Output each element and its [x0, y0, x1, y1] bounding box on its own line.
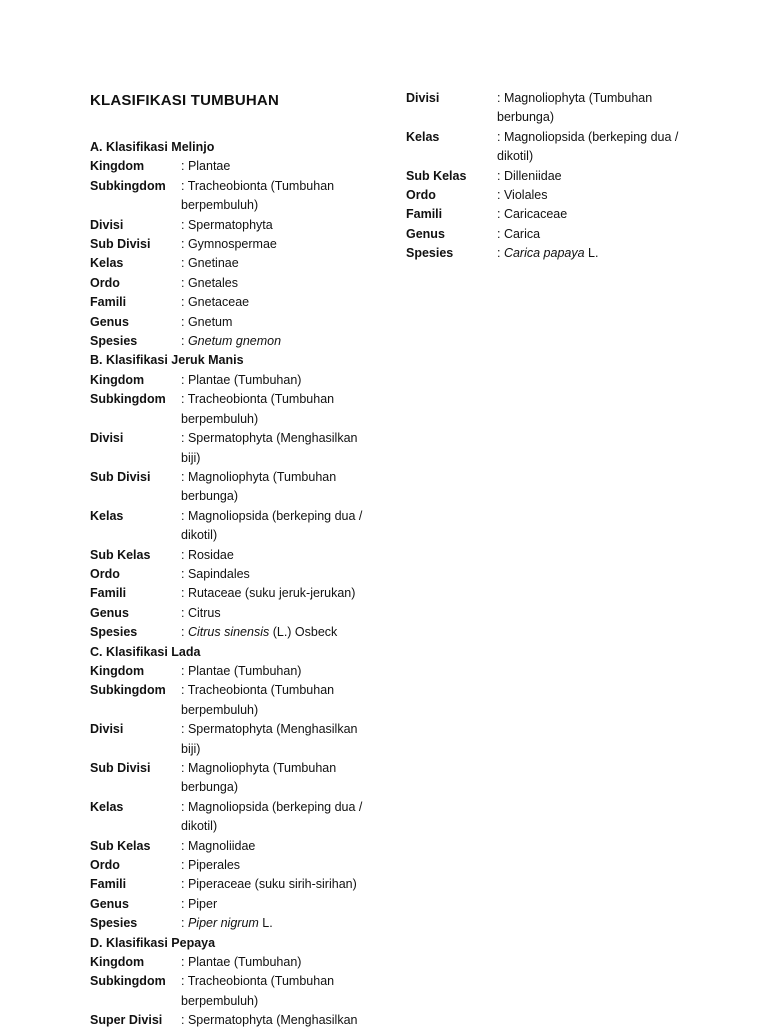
species-name: Carica papaya	[503, 246, 585, 261]
row-value: : Spermatophyta (Menghasilkan	[181, 1013, 358, 1028]
row-value: : Spermatophyta	[181, 217, 273, 232]
row-ordo	[90, 565, 370, 584]
row-value: : Gnetum	[181, 314, 233, 329]
section-heading: B. Klasifikasi Jeruk Manis	[90, 353, 244, 368]
row-divisi	[90, 429, 370, 468]
row-key: Genus	[90, 896, 129, 911]
row-kelas	[90, 254, 370, 273]
row-value: : Dilleniidae	[497, 168, 562, 183]
section-heading: A. Klasifikasi Melinjo	[90, 140, 215, 154]
row-spesies	[90, 914, 370, 933]
colon: :	[181, 334, 188, 349]
row-value: : Tracheobionta (Tumbuhan berpembuluh)	[181, 974, 335, 1008]
row-value: : Piper	[181, 896, 218, 911]
row-value: : Rosidae	[181, 547, 234, 562]
row-super-divisi	[90, 1011, 370, 1030]
row-ordo	[406, 186, 706, 205]
row-ordo	[90, 274, 370, 293]
row-value: : Citrus	[181, 605, 221, 620]
row-value: : Tracheobionta (Tumbuhan berpembuluh)	[181, 683, 335, 717]
row-key: Spesies	[90, 334, 138, 349]
row-genus	[406, 225, 706, 244]
row-divisi	[90, 216, 370, 235]
row-spesies	[406, 244, 706, 263]
section-jeruk-manis	[90, 351, 370, 642]
row-value	[497, 244, 706, 263]
row-ordo	[90, 856, 370, 875]
row-value: : Magnoliopsida (berkeping dua / dikotil)	[181, 508, 363, 543]
row-key: Sub Divisi	[90, 237, 151, 252]
row-value: : Plantae	[181, 159, 231, 174]
row-key: Sub Divisi	[90, 761, 151, 775]
row-key: Famili	[90, 877, 127, 892]
row-value	[181, 332, 370, 351]
row-subkingdom	[90, 390, 370, 429]
species-name: Gnetum gnemon	[187, 334, 282, 349]
row-key: Kingdom	[90, 159, 145, 174]
row-key: Sub Kelas	[406, 168, 467, 183]
row-famili	[406, 205, 706, 224]
row-kelas	[406, 128, 706, 167]
row-key: Sub Kelas	[90, 838, 151, 853]
row-value: : Violales	[497, 188, 548, 203]
species-name: Citrus sinensis	[187, 625, 270, 640]
left-column	[90, 138, 370, 1031]
species-name: Piper nigrum	[187, 916, 259, 931]
row-value: : Spermatophyta (Menghasilkan biji)	[181, 722, 358, 756]
row-genus	[90, 604, 370, 623]
row-genus	[90, 895, 370, 914]
row-key: Kelas	[90, 799, 124, 814]
row-famili	[90, 584, 370, 603]
row-key: Kelas	[406, 129, 440, 144]
row-kingdom	[90, 662, 370, 681]
section-heading: C. Klasifikasi Lada	[90, 644, 201, 659]
row-key: Super Divisi	[90, 1013, 163, 1028]
row-sub-divisi	[90, 235, 370, 254]
row-value: : Magnoliopsida (berkeping dua / dikotil)	[497, 129, 679, 164]
row-value: : Spermatophyta (Menghasilkan biji)	[181, 431, 358, 465]
species-author: (L.) Osbeck	[269, 625, 338, 640]
row-key: Spesies	[90, 625, 138, 640]
row-key: Kelas	[90, 508, 124, 523]
row-key: Kingdom	[90, 372, 145, 387]
row-value: : Piperaceae (suku sirih-sirihan)	[181, 877, 357, 892]
row-kelas	[90, 507, 370, 546]
row-genus	[90, 313, 370, 332]
row-sub-kelas	[90, 837, 370, 856]
row-value: : Gnetinae	[181, 256, 239, 271]
row-value: : Magnoliophyta (Tumbuhan berbunga)	[497, 91, 653, 125]
row-key: Sub Kelas	[90, 547, 151, 562]
row-key: Subkingdom	[90, 683, 166, 698]
row-value: : Piperales	[181, 858, 241, 873]
row-kingdom	[90, 953, 370, 972]
right-column	[406, 89, 706, 264]
row-subkingdom	[90, 681, 370, 720]
row-key: Divisi	[90, 722, 124, 737]
section-heading: D. Klasifikasi Pepaya	[90, 935, 216, 950]
row-value: : Plantae (Tumbuhan)	[181, 663, 302, 678]
row-key: Divisi	[406, 91, 440, 105]
row-value: : Gnetales	[181, 275, 238, 290]
row-key: Spesies	[90, 916, 138, 931]
row-value: : Magnoliopsida (berkeping dua / dikotil)	[181, 799, 363, 834]
row-value: : Carica	[497, 226, 541, 241]
row-key: Ordo	[406, 188, 436, 203]
row-key: Ordo	[90, 566, 120, 581]
row-divisi	[90, 720, 370, 759]
row-key: Divisi	[90, 217, 124, 232]
row-kingdom	[90, 371, 370, 390]
row-value: : Magnoliidae	[181, 838, 256, 853]
row-value: : Gymnospermae	[181, 237, 277, 252]
row-value: : Magnoliophyta (Tumbuhan berbunga)	[181, 469, 337, 504]
row-value: : Rutaceae (suku jeruk-jerukan)	[181, 586, 356, 601]
section-pepaya	[90, 934, 370, 1031]
row-kingdom	[90, 157, 370, 176]
row-key: Famili	[406, 207, 443, 222]
row-key: Ordo	[90, 275, 120, 290]
row-kelas	[90, 798, 370, 837]
row-value: : Magnoliophyta (Tumbuhan berbunga)	[181, 761, 337, 795]
row-key: Genus	[406, 226, 445, 241]
section-lada	[90, 643, 370, 934]
colon: :	[181, 916, 188, 931]
row-value: : Sapindales	[181, 566, 250, 581]
row-subkingdom	[90, 972, 370, 1011]
document-title: KLASIFIKASI TUMBUHAN	[90, 92, 279, 109]
row-sub-kelas	[90, 546, 370, 565]
section-melinjo	[90, 138, 370, 351]
row-spesies	[90, 623, 370, 642]
row-key: Subkingdom	[90, 974, 166, 989]
row-key: Kingdom	[90, 663, 145, 678]
row-sub-divisi	[90, 468, 370, 507]
row-key: Ordo	[90, 858, 120, 873]
row-key: Sub Divisi	[90, 469, 151, 484]
row-key: Famili	[90, 295, 127, 310]
row-famili	[90, 293, 370, 312]
row-key: Spesies	[406, 246, 454, 261]
row-value: : Plantae (Tumbuhan)	[181, 955, 302, 970]
row-key: Famili	[90, 586, 127, 601]
row-key: Genus	[90, 605, 129, 620]
row-key: Kingdom	[90, 955, 145, 970]
species-author: L.	[584, 246, 599, 261]
row-subkingdom	[90, 177, 370, 216]
row-value: : Tracheobionta (Tumbuhan berpembuluh)	[181, 178, 335, 213]
row-sub-kelas	[406, 167, 706, 186]
row-key: Kelas	[90, 256, 124, 271]
colon: :	[497, 246, 504, 261]
row-famili	[90, 875, 370, 894]
row-spesies	[90, 332, 370, 351]
row-key: Genus	[90, 314, 129, 329]
row-value	[181, 914, 370, 933]
row-sub-divisi	[90, 759, 370, 798]
row-key: Subkingdom	[90, 392, 166, 407]
row-value: : Plantae (Tumbuhan)	[181, 372, 302, 387]
row-key: Divisi	[90, 431, 124, 446]
row-value	[181, 623, 370, 642]
row-divisi	[406, 89, 706, 128]
species-author: L.	[258, 916, 273, 931]
row-value: : Gnetaceae	[181, 295, 250, 310]
row-value: : Tracheobionta (Tumbuhan berpembuluh)	[181, 392, 335, 426]
row-key: Subkingdom	[90, 178, 166, 193]
colon: :	[181, 625, 188, 640]
row-value: : Caricaceae	[497, 207, 568, 222]
